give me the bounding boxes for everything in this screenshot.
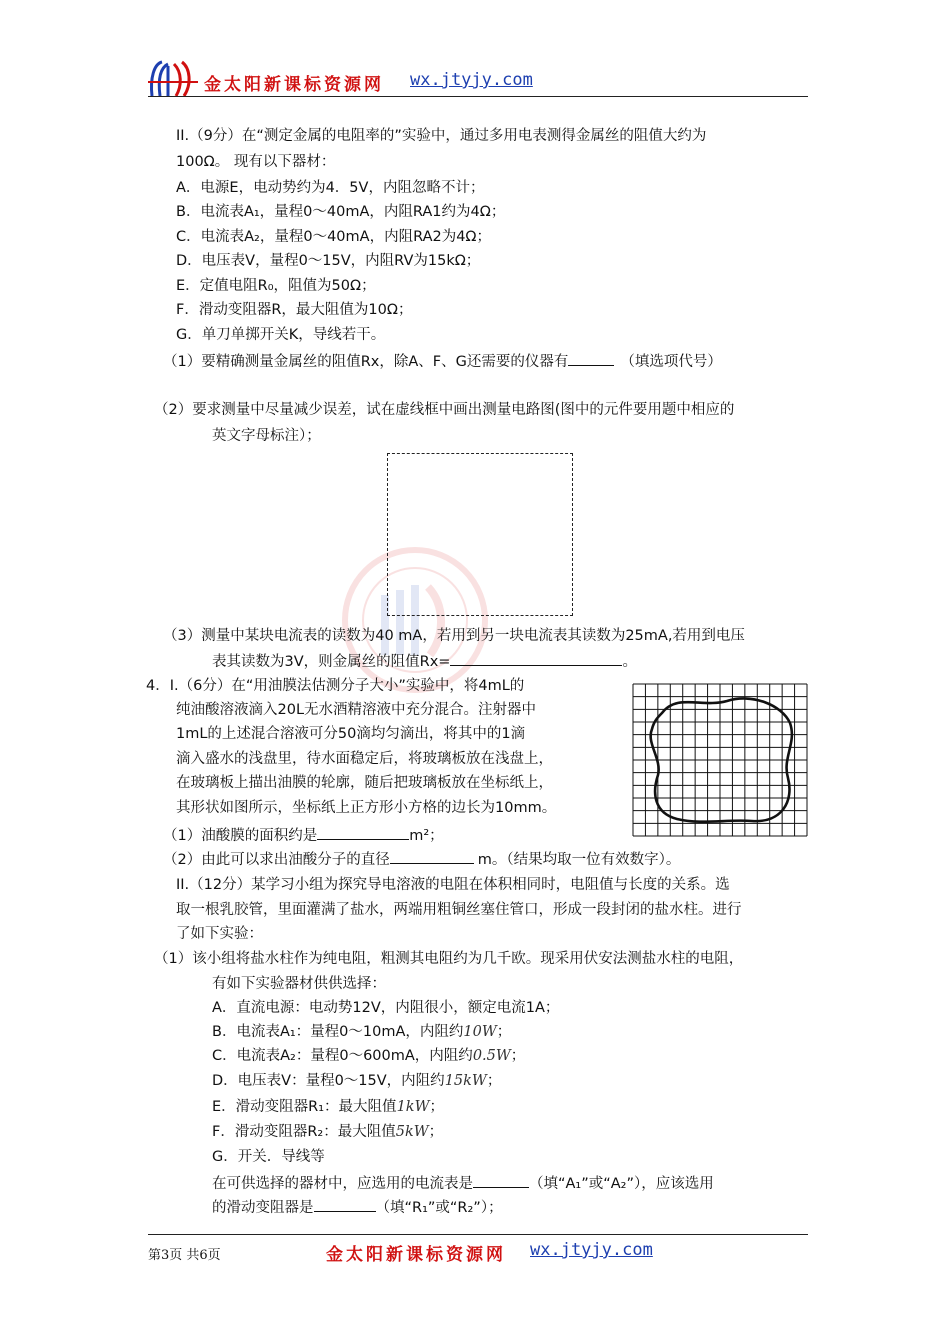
text-line: 纯油酸溶液滴入20L无水酒精溶液中充分混合。注射器中	[176, 702, 537, 718]
text-line: ；	[496, 1024, 512, 1040]
text-line: 在玻璃板上描出油膜的轮廓，随后把玻璃板放在坐标纸上，	[176, 775, 553, 791]
text-line: 4．I.（6分）在“用油膜法估测分子大小”实验中，将4mL的	[146, 678, 525, 694]
option-c	[212, 1046, 525, 1066]
text-line: D．电压表V：量程0～15V，内阻约	[212, 1073, 445, 1089]
text-line: 取一根乳胶管，里面灌满了盐水，两端用粗铜丝塞住管口，形成一段封闭的盐水柱。进行	[176, 902, 742, 918]
question-4-2-text	[163, 848, 680, 870]
text-line: ；	[510, 1048, 526, 1064]
text-line: （1）该小组将盐水柱作为纯电阻，粗测其电阻约为几千欧。现采用伏安法测盐水柱的电阻，	[154, 951, 744, 967]
text-line: B．电流表A₁：量程0～10mA，内阻约	[212, 1024, 464, 1040]
answer-blank	[314, 1196, 376, 1212]
text-line: G．单刀单掷开关K，导线若干。	[176, 327, 386, 343]
selection-question	[212, 1172, 714, 1194]
answer-blank	[450, 650, 622, 666]
header-url[interactable]: wx.jtyjy.com	[410, 70, 533, 90]
text-line: （3）测量中某块电流表的读数为40 mA，若用到另一块电流表其读数为25mA,若用到电压	[163, 628, 745, 644]
option-b	[212, 1022, 511, 1042]
text-line: （填“A₁”或“A₂”），应该选用	[529, 1176, 714, 1192]
page-number: 第3页 共6页	[148, 1248, 221, 1263]
oil-film-grid-figure	[632, 683, 808, 837]
text-line: （2）要求测量中尽量减少误差，试在虚线框中画出测量电路图(图中的元件要用题中相应的	[154, 402, 735, 418]
text-line: （填“R₁”或“R₂”）；	[375, 1200, 503, 1216]
option-d	[212, 1071, 501, 1091]
answer-blank	[473, 1172, 529, 1188]
text-line: C．电流表A₂：量程0～600mA，内阻约	[212, 1048, 473, 1064]
text-line: （2）由此可以求出油酸分子的直径	[163, 852, 390, 868]
resistance-value: 10W	[463, 1024, 497, 1040]
text-line: 滴入盛水的浅盘里，待水面稳定后，将玻璃板放在浅盘上，	[176, 751, 553, 767]
text-line: 了如下实验：	[176, 926, 263, 942]
text-line: 其形状如图所示，坐标纸上正方形小方格的边长为10mm。	[176, 800, 557, 816]
answer-blank	[317, 824, 409, 840]
header	[148, 58, 808, 104]
text-line: ；	[428, 1124, 444, 1140]
text-line: （1）要精确测量金属丝的阻值Rx，除A、F、G还需要的仪器有	[163, 354, 569, 370]
text-line: F．滑动变阻器R，最大阻值为10Ω；	[176, 302, 413, 318]
resistance-value: 15kW	[444, 1073, 487, 1089]
text-line: G．开关．导线等	[212, 1149, 325, 1165]
text-line: B．电流表A₁，量程0～40mA，内阻RA1约为4Ω；	[176, 204, 506, 220]
text-line: 表其读数为3V，则金属丝的阻值Rx=	[212, 654, 451, 670]
text-line: m²；	[409, 828, 444, 844]
resistance-value: 1kW	[396, 1099, 430, 1115]
text-line: 有如下实验器材供供选择：	[212, 976, 386, 992]
text-line: 英文字母标注）；	[212, 428, 321, 444]
text-line: 的滑动变阻器是	[212, 1200, 314, 1216]
text-line: m。（结果均取一位有效数字）。	[477, 852, 681, 868]
question-4-1-text	[163, 824, 444, 846]
text-line: A．直流电源：电动势12V，内阻很小，额定电流1A；	[212, 1000, 560, 1016]
footer-title: 金太阳新课标资源网	[326, 1245, 506, 1265]
text-line: 。	[622, 654, 637, 670]
question-1-text	[163, 350, 722, 372]
header-title: 金太阳新课标资源网	[204, 75, 384, 95]
text-line: （填选项代号）	[620, 354, 722, 370]
text-line: E．定值电阻R₀，阻值为50Ω；	[176, 278, 376, 294]
text-line: E．滑动变阻器R₁：最大阻值	[212, 1099, 397, 1115]
text-line: ；	[486, 1073, 502, 1089]
option-f	[212, 1122, 443, 1142]
resistance-value: 0.5W	[472, 1048, 511, 1064]
answer-blank	[568, 350, 614, 366]
option-e	[212, 1097, 444, 1117]
text-line: ；	[429, 1099, 444, 1115]
footer-rule	[148, 1234, 808, 1235]
text-line: （1）油酸膜的面积约是	[163, 828, 318, 844]
text-line: D．电压表V，量程0～15V，内阻RV为15kΩ；	[176, 253, 481, 269]
selection-question-cont	[212, 1196, 503, 1218]
question-3-text	[212, 650, 637, 672]
answer-blank	[390, 848, 474, 864]
text-line: A．电源E，电动势约为4．5V，内阻忽略不计；	[176, 180, 485, 196]
resistance-value: 5kW	[395, 1124, 429, 1140]
text-line: F．滑动变阻器R₂：最大阻值	[212, 1124, 396, 1140]
footer-url[interactable]: wx.jtyjy.com	[530, 1240, 653, 1260]
circuit-dashed-box	[387, 453, 573, 616]
header-rule	[148, 96, 808, 97]
text-line: II.（9分）在“测定金属的电阻率的”实验中，通过多用电表测得金属丝的阻值大约为	[176, 128, 707, 144]
text-line: 1mL的上述混合溶液可分50滴均匀滴出，将其中的1滴	[176, 726, 526, 742]
text-line: 100Ω。 现有以下器材：	[176, 154, 336, 170]
text-line: II.（12分）某学习小组为探究导电溶液的电阻在体积相同时，电阻值与长度的关系。选	[176, 877, 730, 893]
text-line: 在可供选择的器材中，应选用的电流表是	[212, 1176, 473, 1192]
text-line: C．电流表A₂，量程0～40mA，内阻RA2为4Ω；	[176, 229, 492, 245]
